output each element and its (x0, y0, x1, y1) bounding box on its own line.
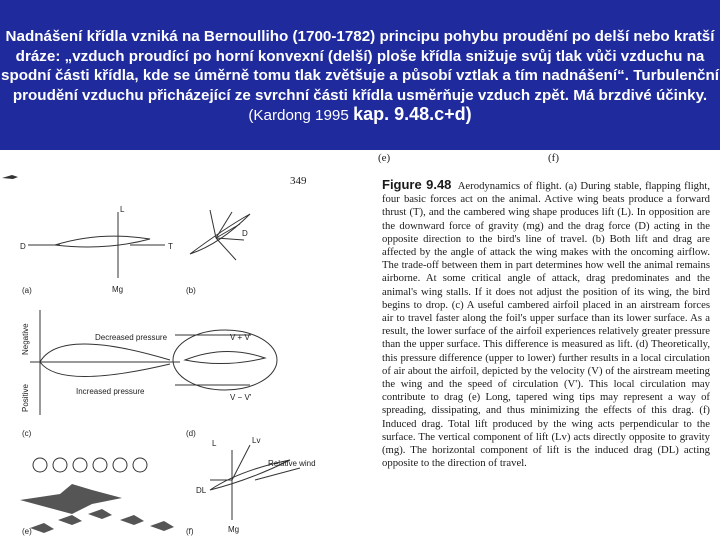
label-negative: Negative (21, 323, 30, 355)
panel-c (30, 310, 180, 415)
citation (248, 104, 472, 124)
label-decreased-pressure: Decreased pressure (95, 333, 168, 342)
figure-caption: Aerodynamics of flight. (a) During stable, flapping flight, four basic forces act on the animal. Active wing beats produce a forward thrust (T), and the cambered wing shape produces lift (L). In opposition are the downward force of gravity (mg) and the drag force (D) acting in the opposite direction to the bird's line of travel. (b) Both lift and drag are affected by the angle of attack the wing makes with the oncoming airflow. The trade-off between them in part determines how well the animal remains airborne. At some critical angle of attack, drag predominates and the animal's wing stalls. If it does not adjust the position of its wing, the bird begins to drop. (c) A useful cambered airfoil placed in an airstream forces air to travel faster along the foil's upper surface than its lower surface. As a result, the lower surface of the airfoil experiences relatively greater pressure than the upper surface. This difference is measured as lift. (d) Theoretically, this pressure difference (upper to lower) further results in a local circulation of air about the airfoil, depicted by the velocity (V) of the airstream meeting the wing and the speed of circulation (V'). This local circulation may contribute to drag (e) Long, tapered wing tips may represent a way of spreading, dissipating, and thus minimizing the effects of this drag. (f) Induced drag. Total lift produced by the wing acts perpendicular to the surface. The vertical component of lift (Lv) acts directly opposite to gravity (mg). The horizontal component of lift is the induced drag (DL) acting opposite to the direction of travel. (382, 180, 710, 470)
panel-d (173, 330, 277, 390)
upper-pressure-curve (40, 344, 170, 362)
scanned-textbook-page (0, 150, 720, 540)
label-lift-f: L (212, 439, 217, 448)
label-panel-b: (b) (186, 286, 196, 295)
label-positive: Positive (21, 383, 30, 412)
label-mg-a: Mg (112, 285, 124, 294)
label-panel-c: (c) (22, 429, 32, 438)
figure-label: Figure 9.48 (382, 177, 452, 192)
airfoil-d (185, 351, 265, 363)
label-increased-pressure: Increased pressure (76, 387, 145, 396)
label-v-minus: V − V' (230, 393, 252, 402)
panel-b (190, 210, 250, 260)
panel-f (210, 445, 300, 520)
airfoil-b (190, 214, 250, 254)
bird-flock (30, 509, 174, 533)
page-number: 349 (290, 175, 307, 187)
label-thrust-a: T (168, 242, 173, 251)
panel-e (33, 458, 147, 472)
header-text: Nadnášení křídla vzniká na Bernoulliho (1700-1782) principu pohybu proudění po delší nebo kratší dráze: „vzduch proudící po horní konvexní (delší) ploše křídla snižuje svůj tlak vůči vzduchu na spodní části křídla, kde se úměrně tomu tlak zvětšuje a působí vztlak a tím nadnášení“. Turbulenční proudění vzduchu přicházející ze svrchní části křídla usměrňuje vzduch zpět. Má brzdivé účinky. (1, 28, 719, 104)
label-panel-d: (d) (186, 429, 196, 438)
bird-silhouette-icon (2, 175, 18, 179)
top-label-e: (e) (378, 152, 391, 164)
label-panel-e: (e) (22, 527, 32, 536)
label-drag-a: D (20, 242, 26, 251)
top-label-f: (f) (548, 152, 559, 164)
label-panel-f: (f) (186, 527, 194, 536)
citation-chapter: kap. 9.48.c+d) (353, 104, 472, 124)
slide-header (0, 0, 720, 150)
bird-gliding-icon (20, 484, 122, 514)
label-panel-a: (a) (22, 286, 32, 295)
label-relative-wind: Relative wind (268, 459, 316, 468)
header-paragraph (0, 0, 720, 126)
label-lv: Lv (252, 436, 261, 445)
panel-a (28, 212, 165, 278)
aerodynamics-diagram (0, 150, 380, 540)
label-lift-a: L (120, 205, 125, 214)
citation-prefix: (Kardong 1995 (248, 107, 354, 124)
figure-caption-block (382, 178, 710, 470)
lower-pressure-curve (40, 362, 170, 377)
label-mg-f: Mg (228, 525, 240, 534)
label-v-plus: V + V' (230, 333, 252, 342)
label-drag-b: D (242, 229, 248, 238)
label-dl: DL (196, 486, 207, 495)
